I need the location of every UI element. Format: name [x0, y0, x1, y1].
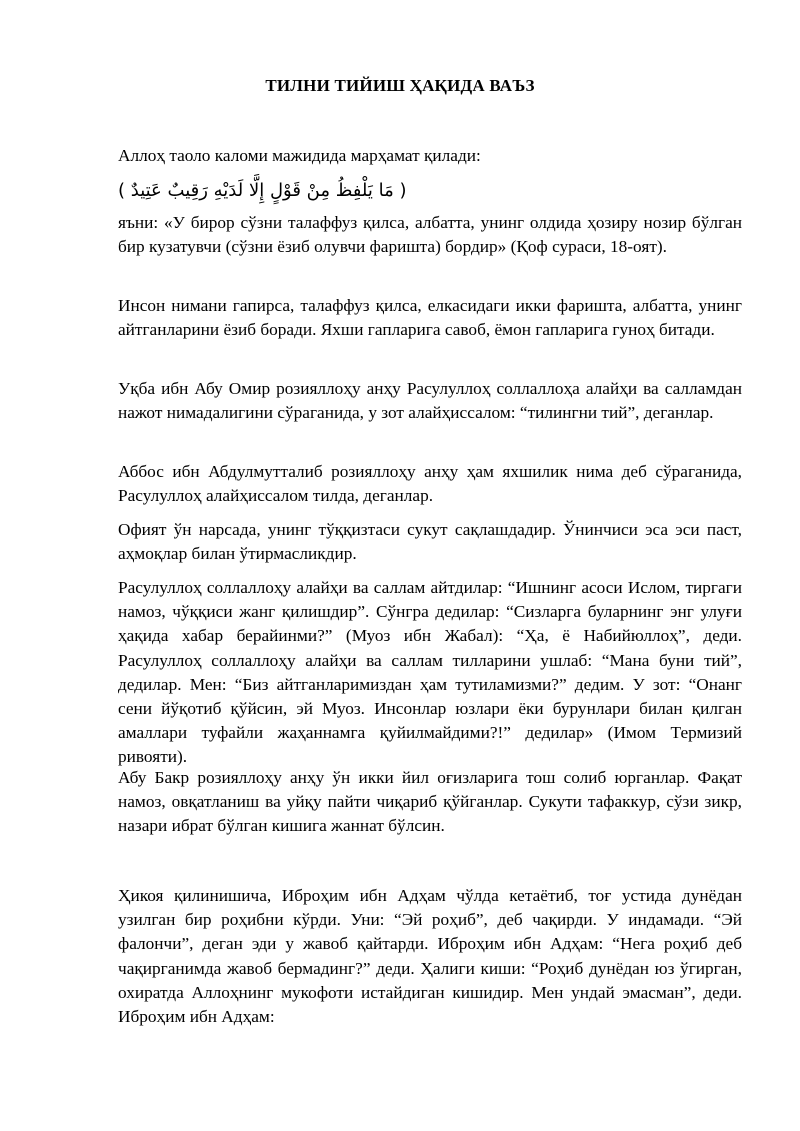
paragraph-angels: Инсон нимани гапирса, талаффуз қилса, елкасидаги икки фаришта, албатта, унинг айтганларини ёзиб боради. Яхши гапларига савоб, ёмон гапларига гуноҳ битади.	[118, 296, 742, 340]
paragraph-abbos: Аббос ибн Абдулмутталиб розияллоҳу анҳу ҳам яхшилик нима деб сўраганида, Расулуллоҳ алайҳиссалом тилда, деганлар.	[118, 462, 742, 506]
paragraph-abu-bakr: Абу Бакр розияллоҳу анҳу ўн икки йил оғизларига тош солиб юрганлар. Фақат намоз, овқатланиш ва уйқу пайти чиқариб қўйганлар. Сукути тафаккур, сўзи зикр, назари ибрат бўлган кишига жаннат бўлсин.	[118, 768, 742, 836]
paragraph-hadith-muoz: Расулуллоҳ соллаллоҳу алайҳи ва саллам айтдилар: “Ишнинг асоси Ислом, тиргаги намоз, чўққиси жанг қилишдир”. Сўнгра дедилар: “Сизларга буларнинг энг улуғи ҳақида хабар берайинми?” (Муоз ибн Жабал): “Ҳа, ё Набийюллоҳ”, деди. Расулуллоҳ соллаллоҳу алайҳи ва саллам тилларини ушлаб: “Мана буни тий”, дедилар. Мен: “Биз айтганларимиздан ҳам тутиламизми?” дедим. У зот: “Онанг сени йўқотиб қўйсин, эй Муоз. Инсонлар юзлари ёки бурунлари билан қилган амаллари туфайли жаҳаннамга қуйилмайдими?!” дедилар» (Имом Термизий ривояти).	[118, 578, 742, 767]
intro-line: Аллоҳ таоло каломи мажидида марҳамат қилади:	[118, 146, 481, 165]
quran-ayah: ( مَا يَلْفِظُ مِنْ قَوْلٍ إِلَّا لَدَيْهِ رَقِيبٌ عَتِيدٌ )	[118, 180, 407, 201]
paragraph-uqba: Уқба ибн Абу Омир розияллоҳу анҳу Расулуллоҳ соллаллоҳа алайҳи ва салламдан нажот нимадалигини сўраганида, у зот алайҳиссалом: “тилингни тий”, деганлар.	[118, 379, 742, 423]
document-title: ТИЛНИ ТИЙИШ ҲАҚИДА ВАЪЗ	[265, 76, 535, 95]
paragraph-translation: яъни: «У бирор сўзни талаффуз қилса, албатта, унинг олдида ҳозиру нозир бўлган бир кузатувчи (сўзни ёзиб олувчи фаришта) бордир» (Қоф сураси, 18-оят).	[118, 213, 742, 257]
paragraph-ofiyat: Офият ўн нарсада, унинг тўққизтаси сукут сақлашдадир. Ўнинчиси эса эси паст, аҳмоқлар билан ўтирмасликдир.	[118, 520, 742, 564]
paragraph-ibrohim: Ҳикоя қилинишича, Иброҳим ибн Адҳам чўлда кетаётиб, тоғ устида дунёдан узилган бир роҳибни кўрди. Уни: “Эй роҳиб”, деб чақирди. У индамади. “Эй фалончи”, деган эди у жавоб қайтарди. Иброҳим ибн Адҳам: “Нега роҳиб деб чақирганимда жавоб бермадинг?” деди. Ҳалиги киши: “Роҳиб дунёдан юз ўгирган, охиратда Аллоҳнинг мукофоти истайдиган кишидир. Мен ундай эмасман”, деди. Иброҳим ибн Адҳам:	[118, 886, 742, 1027]
